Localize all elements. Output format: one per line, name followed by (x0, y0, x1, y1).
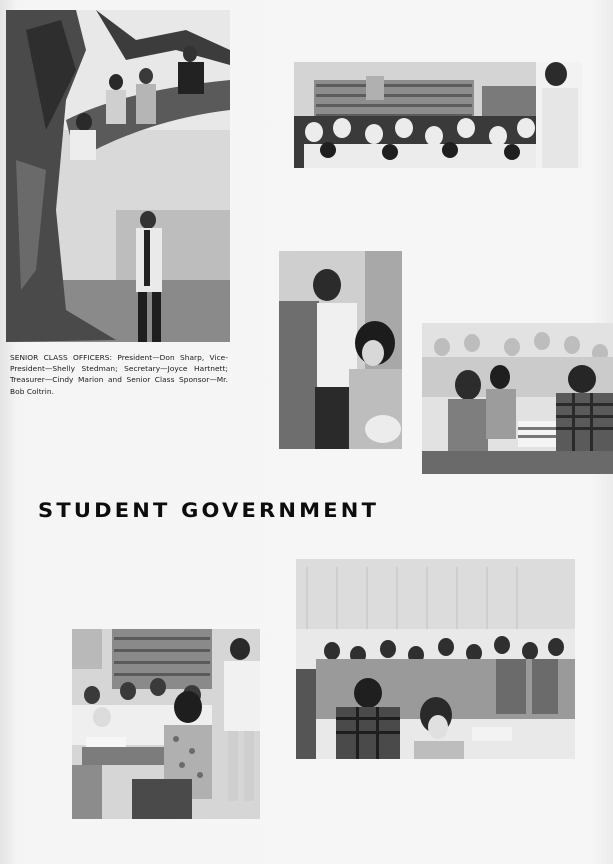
page-headline: STUDENT GOVERNMENT (38, 499, 380, 522)
library-photo-graphic (294, 62, 582, 168)
tree-photo-graphic (6, 10, 230, 342)
speaker-photo-graphic (279, 251, 402, 449)
students-photo-graphic (422, 323, 613, 474)
photo-library-meeting (294, 62, 582, 168)
photo-officers-in-tree (6, 10, 230, 342)
tables-photo-graphic (72, 629, 260, 819)
photo-assembly-room (296, 559, 575, 759)
assembly-photo-graphic (296, 559, 575, 759)
photo-seated-students (422, 323, 613, 474)
photo-student-speaking (279, 251, 402, 449)
photo-library-tables (72, 629, 260, 819)
senior-class-officers-caption: SENIOR CLASS OFFICERS: President—Don Sharp, Vice-President—Shelly Stedman; Secretary—Joyce Hartnett; Treasurer—Cindy Marion and Senior Class Sponsor—Mr. Bob Coltrin. (10, 353, 228, 396)
